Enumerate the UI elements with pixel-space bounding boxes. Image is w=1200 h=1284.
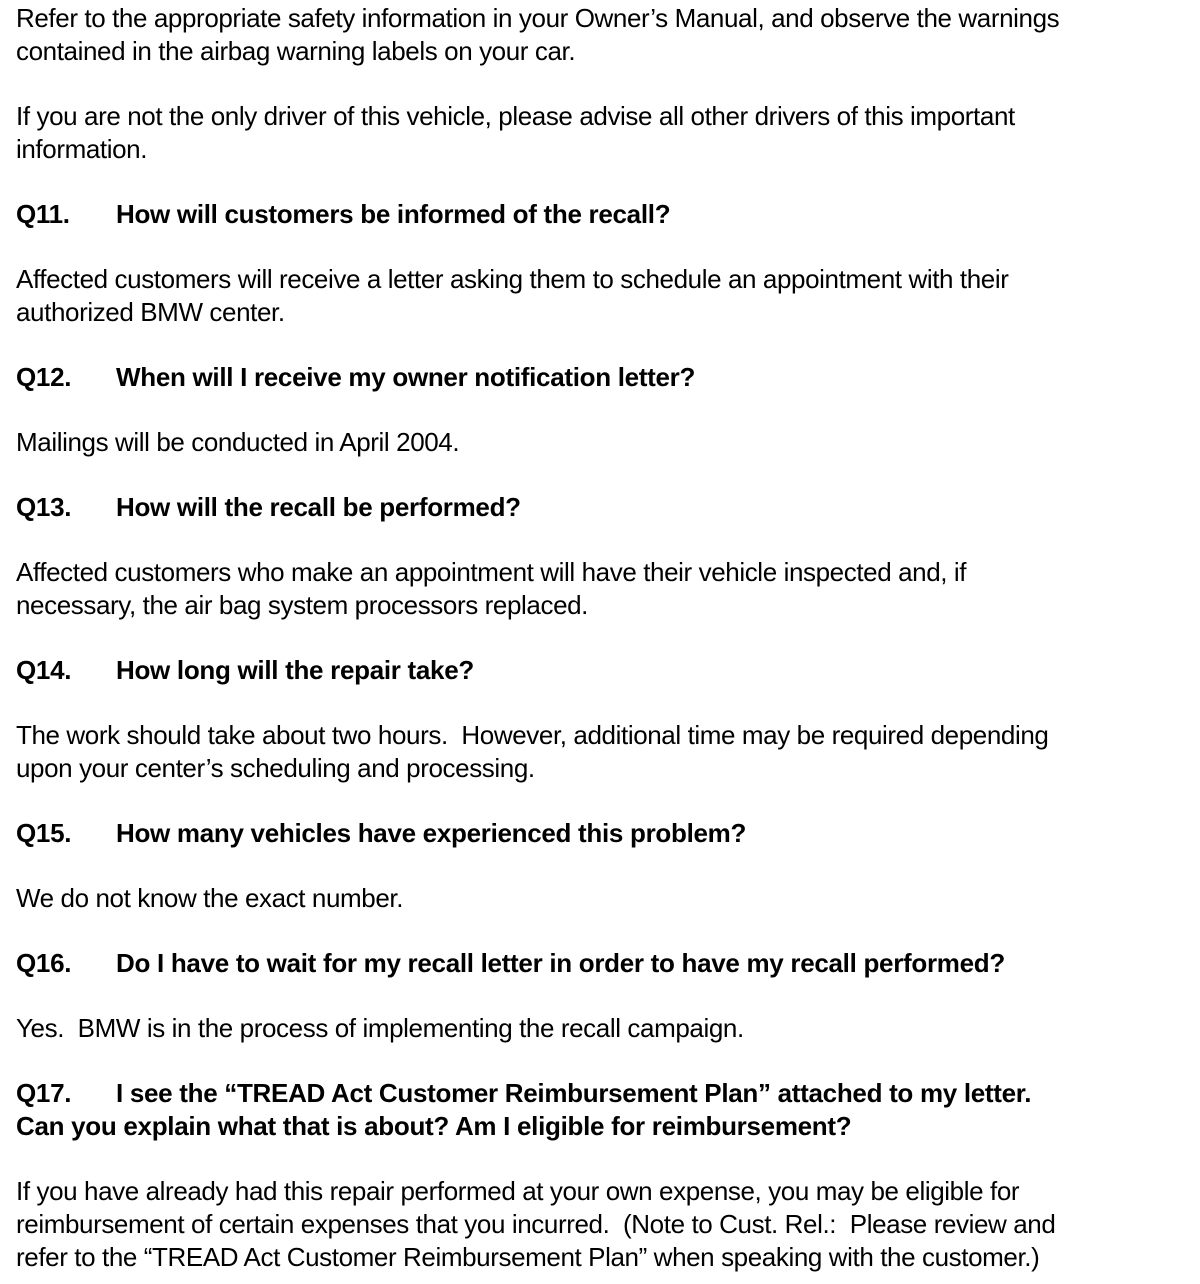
answer-line: reimbursement of certain expenses that you incurred. (Note to Cust. Rel.: Please review and (16, 1209, 1056, 1239)
faq-question (16, 817, 1200, 850)
faq-item-q15 (16, 817, 1200, 915)
intro-paragraph-drivers (16, 100, 1200, 166)
faq-item-q11 (16, 198, 1200, 329)
question-text: Do I have to wait for my recall letter in order to have my recall performed? (116, 948, 1005, 978)
question-number: Q14. (16, 655, 72, 685)
text-line: contained in the airbag warning labels on your car. (16, 36, 576, 66)
faq-item-q14 (16, 654, 1200, 785)
question-text: When will I receive my owner notification letter? (116, 362, 696, 392)
question-text: How long will the repair take? (116, 655, 474, 685)
question-text: I see the “TREAD Act Customer Reimbursement Plan” attached to my letter. (116, 1078, 1032, 1108)
faq-question (16, 1077, 1200, 1110)
question-number: Q11. (16, 199, 70, 229)
answer-line: necessary, the air bag system processors replaced. (16, 590, 589, 620)
faq-question (16, 654, 1200, 687)
faq-question (16, 491, 1200, 524)
question-text: How many vehicles have experienced this problem? (116, 818, 747, 848)
faq-question (16, 361, 1200, 394)
answer-line: The work should take about two hours. However, additional time may be required depending (16, 720, 1049, 750)
faq-item-q13 (16, 491, 1200, 622)
question-number: Q16. (16, 948, 72, 978)
answer-line: authorized BMW center. (16, 297, 285, 327)
answer-line: Mailings will be conducted in April 2004. (16, 427, 460, 457)
text-line: Refer to the appropriate safety information in your Owner’s Manual, and observe the warnings (16, 3, 1060, 33)
answer-line: Affected customers who make an appointment will have their vehicle inspected and, if (16, 557, 967, 587)
question-number: Q15. (16, 818, 72, 848)
intro-paragraph-safety (16, 2, 1200, 68)
question-number: Q13. (16, 492, 72, 522)
faq-question-continued: Can you explain what that is about? Am I eligible for reimbursement? (16, 1111, 852, 1141)
answer-line: If you have already had this repair performed at your own expense, you may be eligible for (16, 1176, 1020, 1206)
question-text: How will customers be informed of the recall? (116, 199, 671, 229)
faq-item-q12 (16, 361, 1200, 459)
question-text: How will the recall be performed? (116, 492, 521, 522)
question-number: Q12. (16, 362, 72, 392)
answer-line: Affected customers will receive a letter asking them to schedule an appointment with their (16, 264, 1009, 294)
document-page (16, 2, 1200, 1274)
faq-item-q16 (16, 947, 1200, 1045)
answer-line: We do not know the exact number. (16, 883, 404, 913)
answer-line: Yes. BMW is in the process of implementing the recall campaign. (16, 1013, 744, 1043)
text-line: information. (16, 134, 148, 164)
question-number: Q17. (16, 1078, 72, 1108)
faq-item-q17 (16, 1077, 1200, 1274)
faq-question (16, 198, 1200, 231)
answer-line: refer to the “TREAD Act Customer Reimbursement Plan” when speaking with the customer.) (16, 1242, 1040, 1272)
answer-line: upon your center’s scheduling and processing. (16, 753, 535, 783)
text-line: If you are not the only driver of this vehicle, please advise all other drivers of this important (16, 101, 1015, 131)
faq-question (16, 947, 1200, 980)
